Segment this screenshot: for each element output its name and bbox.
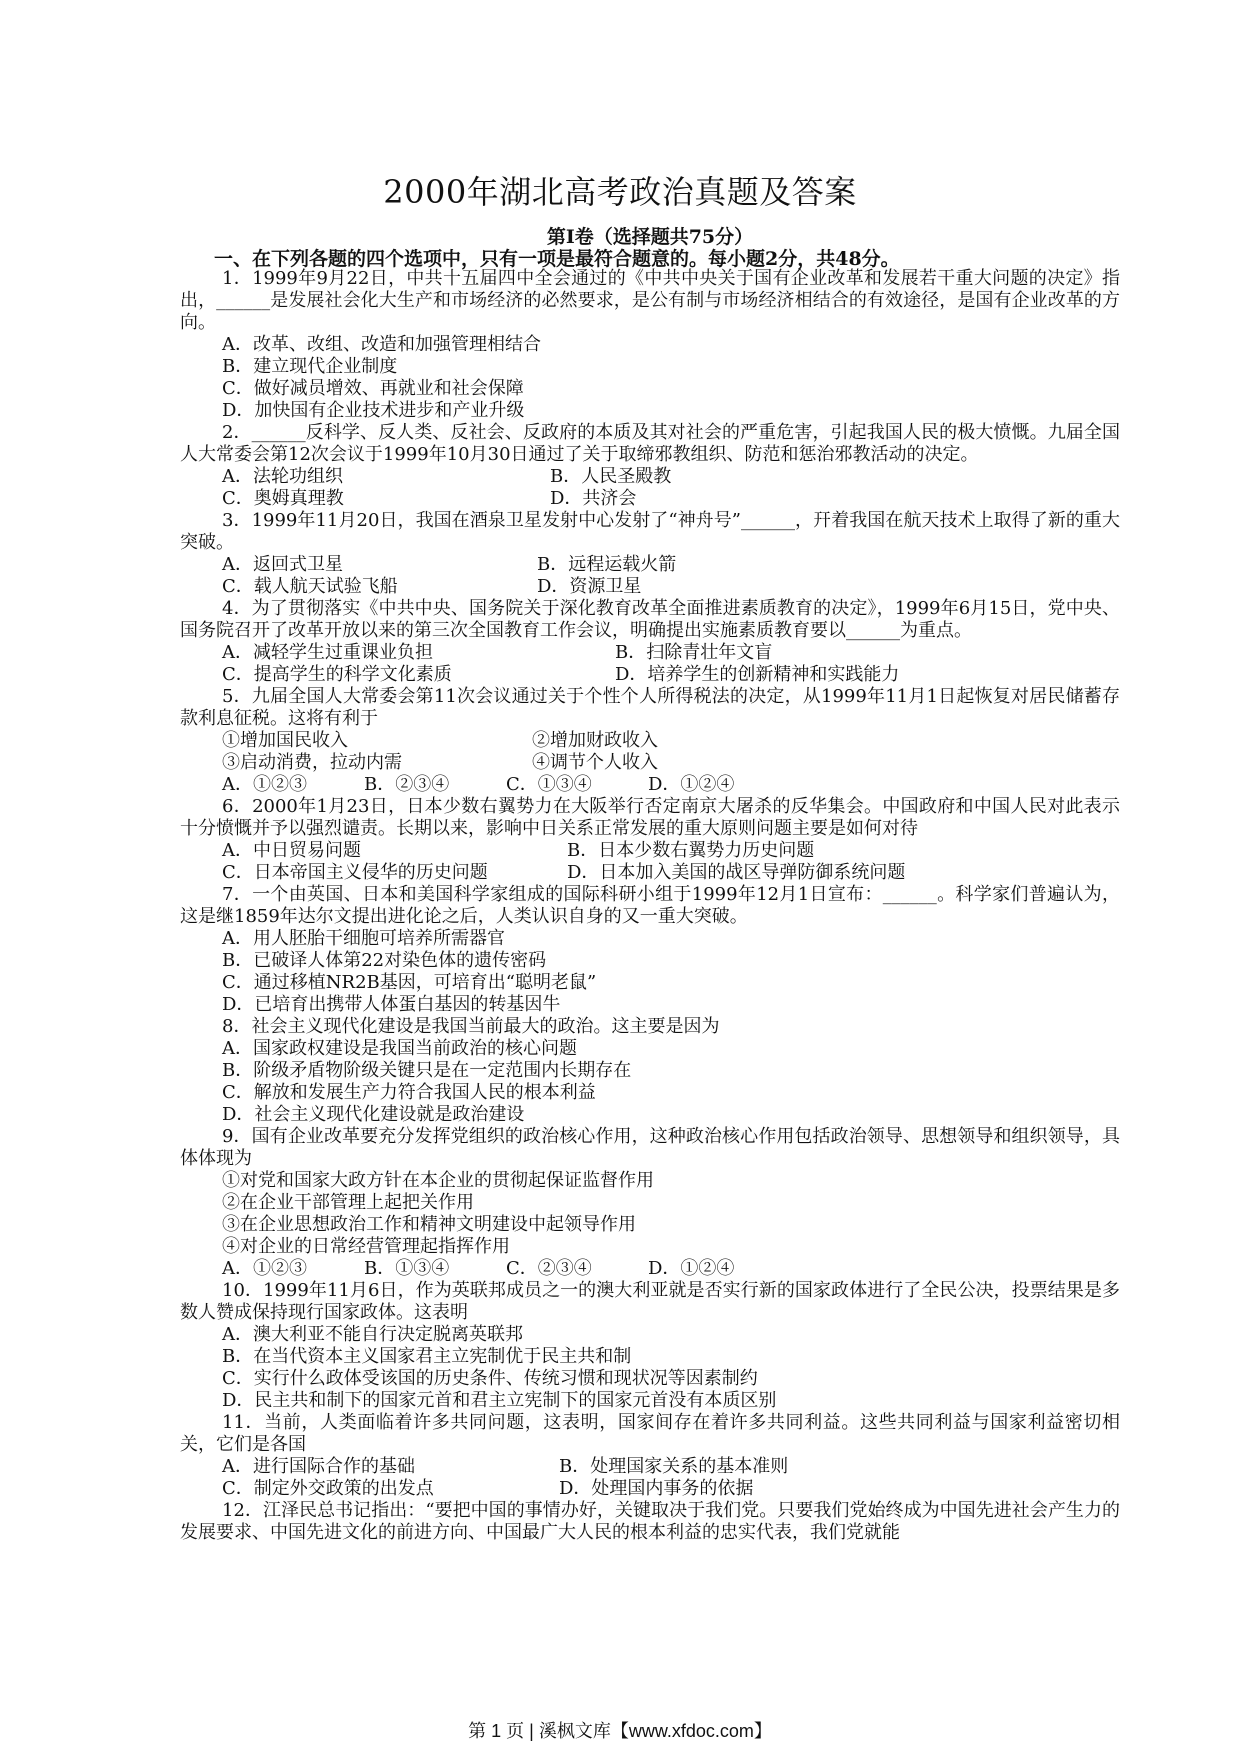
option: B．处理国家关系的基本准则 xyxy=(559,1456,789,1477)
option: B．已破译人体第22对染色体的遗传密码 xyxy=(222,950,547,971)
statement: ③启动消费，拉动内需 xyxy=(222,752,402,773)
option: C．奥姆真理教 xyxy=(222,488,344,509)
instruction-text: 一、在下列各题的四个选项中，只有一项是最符合题意的。每小题2分，共48分。 xyxy=(214,248,900,270)
option: D．培养学生的创新精神和实践能力 xyxy=(615,664,900,685)
option: B．建立现代企业制度 xyxy=(222,356,398,377)
statement: ④调节个人收入 xyxy=(532,752,658,773)
option: B．扫除青壮年文盲 xyxy=(615,642,773,663)
question-list xyxy=(180,268,1120,1544)
option: C．载人航天试验飞船 xyxy=(222,576,398,597)
statement: ②增加财政收入 xyxy=(532,730,658,751)
option: A．①②③ xyxy=(222,1258,307,1279)
question-text: 4．为了贯彻落实《中共中央、国务院关于深化教育改革全面推进素质教育的决定》，1999年6月15日，党中央、国务院召开了改革开放以来的第三次全国教育工作会议，明确提出实施素质教育要以______为重点。 xyxy=(180,598,1120,641)
option: A．进行国际合作的基础 xyxy=(222,1456,415,1477)
option: A．国家政权建设是我国当前政治的核心问题 xyxy=(222,1038,577,1059)
option: A．用人胚胎干细胞可培养所需器官 xyxy=(222,928,505,949)
question-text: 11．当前，人类面临着许多共同问题，这表明，国家间存在着许多共同利益。这些共同利益与国家利益密切相关，它们是各国 xyxy=(180,1412,1120,1455)
option: D．共济会 xyxy=(550,488,637,509)
statement: ④对企业的日常经营管理起指挥作用 xyxy=(222,1236,510,1257)
option: C．日本帝国主义侵华的历史问题 xyxy=(222,862,488,883)
option: D．加快国有企业技术进步和产业升级 xyxy=(222,400,525,421)
option: B．人民圣殿教 xyxy=(550,466,672,487)
question-text: 10．1999年11月6日，作为英联邦成员之一的澳大利亚就是否实行新的国家政体进行了全民公决，投票结果是多数人赞成保持现行国家政体。这表明 xyxy=(180,1280,1120,1323)
option-row xyxy=(180,840,1120,862)
option: A．返回式卫星 xyxy=(222,554,343,575)
option: D．处理国内事务的依据 xyxy=(559,1478,754,1499)
option: B．远程运载火箭 xyxy=(537,554,677,575)
option: B．阶级矛盾物阶级关键只是在一定范围内长期存在 xyxy=(222,1060,632,1081)
option: B．①③④ xyxy=(364,1258,450,1279)
section-header xyxy=(180,226,1120,270)
option: B．日本少数右翼势力历史问题 xyxy=(567,840,815,861)
option: B．②③④ xyxy=(364,774,450,795)
question-text: 5．九届全国人大常委会第11次会议通过关于个性个人所得税法的决定，从1999年11月1日起恢复对居民储蓄存款利息征税。这将有利于 xyxy=(180,686,1120,729)
option: A．中日贸易问题 xyxy=(222,840,361,861)
statement: ①增加国民收入 xyxy=(222,730,348,751)
option-row xyxy=(180,1478,1120,1500)
question-text: 6．2000年1月23日，日本少数右翼势力在大阪举行否定南京大屠杀的反华集会。中国政府和中国人民对此表示十分愤慨并予以强烈谴责。长期以来，影响中日关系正常发展的重大原则问题主要是如何对待 xyxy=(180,796,1120,839)
question-text: 3．1999年11月20日，我国在酒泉卫星发射中心发射了“神舟号”______，幵着我国在航天技术上取得了新的重大突破。 xyxy=(180,510,1120,553)
option-row xyxy=(180,862,1120,884)
option: C．①③④ xyxy=(506,774,592,795)
option-row xyxy=(180,554,1120,576)
option-row xyxy=(180,466,1120,488)
option: C．解放和发展生产力符合我国人民的根本利益 xyxy=(222,1082,596,1103)
page-footer: 第 1 页 | 溪枫文库【www.xfdoc.com】 xyxy=(468,1721,772,1741)
option-row xyxy=(180,488,1120,510)
option: D．①②④ xyxy=(648,774,735,795)
option: C．实行什么政体受该国的历史条件、传统习惯和现状况等因素制约 xyxy=(222,1368,758,1389)
page-title: 2000年湖北高考政治真题及答案 xyxy=(383,173,857,211)
statement-row xyxy=(180,752,1120,774)
option: A．改革、改组、改造和加强管理相结合 xyxy=(222,334,541,355)
option: D．日本加入美国的战区导弹防御系统问题 xyxy=(567,862,906,883)
statement: ③在企业思想政治工作和精神文明建设中起领导作用 xyxy=(222,1214,636,1235)
volume-heading: 第Ⅰ卷（选择题共75分） xyxy=(546,226,754,248)
statement: ②在企业干部管理上起把关作用 xyxy=(222,1192,474,1213)
option: A．①②③ xyxy=(222,774,307,795)
statement-row xyxy=(180,730,1120,752)
option: D．已培育出携带人体蛋白基因的转基因牛 xyxy=(222,994,561,1015)
question-text: 2．______反科学、反人类、反社会、反政府的本质及其对社会的严重危害，引起我国人民的极大愤慨。九届全国人大常委会第12次会议于1999年10月30日通过了关于取缔邪教组织、防范和惩治邪教活动的决定。 xyxy=(180,422,1120,465)
option: D．资源卫星 xyxy=(537,576,642,597)
option: A．澳大利亚不能自行决定脱离英联邦 xyxy=(222,1324,523,1345)
question-text: 7．一个由英国、日本和美国科学家组成的国际科研小组于1999年12月1日宣布：______。科学家们普遍认为，这是继1859年达尔文提出进化论之后，人类认识自身的又一重大突破。 xyxy=(180,884,1120,927)
option-row xyxy=(180,1258,1120,1280)
option: C．做好减员增效、再就业和社会保障 xyxy=(222,378,524,399)
question-text: 9．国有企业改革要充分发挥党组织的政治核心作用，这种政治核心作用包括政治领导、思想领导和组织领导，具体体现为 xyxy=(180,1126,1120,1169)
question-text: 12．江泽民总书记指出：“要把中国的事情办好，关键取决于我们党。只要我们党始终成为中国先进社会产生力的发展要求、中国先进文化的前进方向、中国最广大人民的根本利益的忠实代表，我们党就能 xyxy=(180,1500,1120,1543)
option: C．通过移植NR2B基因，可培育出“聪明老鼠” xyxy=(222,972,597,993)
option: D．社会主义现代化建设就是政治建设 xyxy=(222,1104,525,1125)
option: C．②③④ xyxy=(506,1258,592,1279)
statement: ①对党和国家大政方针在本企业的贯彻起保证监督作用 xyxy=(222,1170,654,1191)
option: A．法轮功组织 xyxy=(222,466,343,487)
question-text: 8．社会主义现代化建设是我国当前最大的政治。这主要是因为 xyxy=(222,1016,720,1037)
option-row xyxy=(180,1456,1120,1478)
option: C．提高学生的科学文化素质 xyxy=(222,664,452,685)
option: A．减轻学生过重课业负担 xyxy=(222,642,433,663)
option-row xyxy=(180,642,1120,664)
option-row xyxy=(180,576,1120,598)
option: D．民主共和制下的国家元首和君主立宪制下的国家元首没有本质区别 xyxy=(222,1390,777,1411)
option-row xyxy=(180,664,1120,686)
option: D．①②④ xyxy=(648,1258,735,1279)
option: B．在当代资本主义国家君主立宪制优于民主共和制 xyxy=(222,1346,632,1367)
option: C．制定外交政策的出发点 xyxy=(222,1478,434,1499)
option-row xyxy=(180,774,1120,796)
question-text: 1．1999年9月22日，中共十五届四中全会通过的《中共中央关于国有企业改革和发展若干重大问题的决定》指出，______是发展社会化大生产和市场经济的必然要求，是公有制与市场经济相结合的有效途径，是国有企业改革的方向。 xyxy=(180,268,1120,333)
